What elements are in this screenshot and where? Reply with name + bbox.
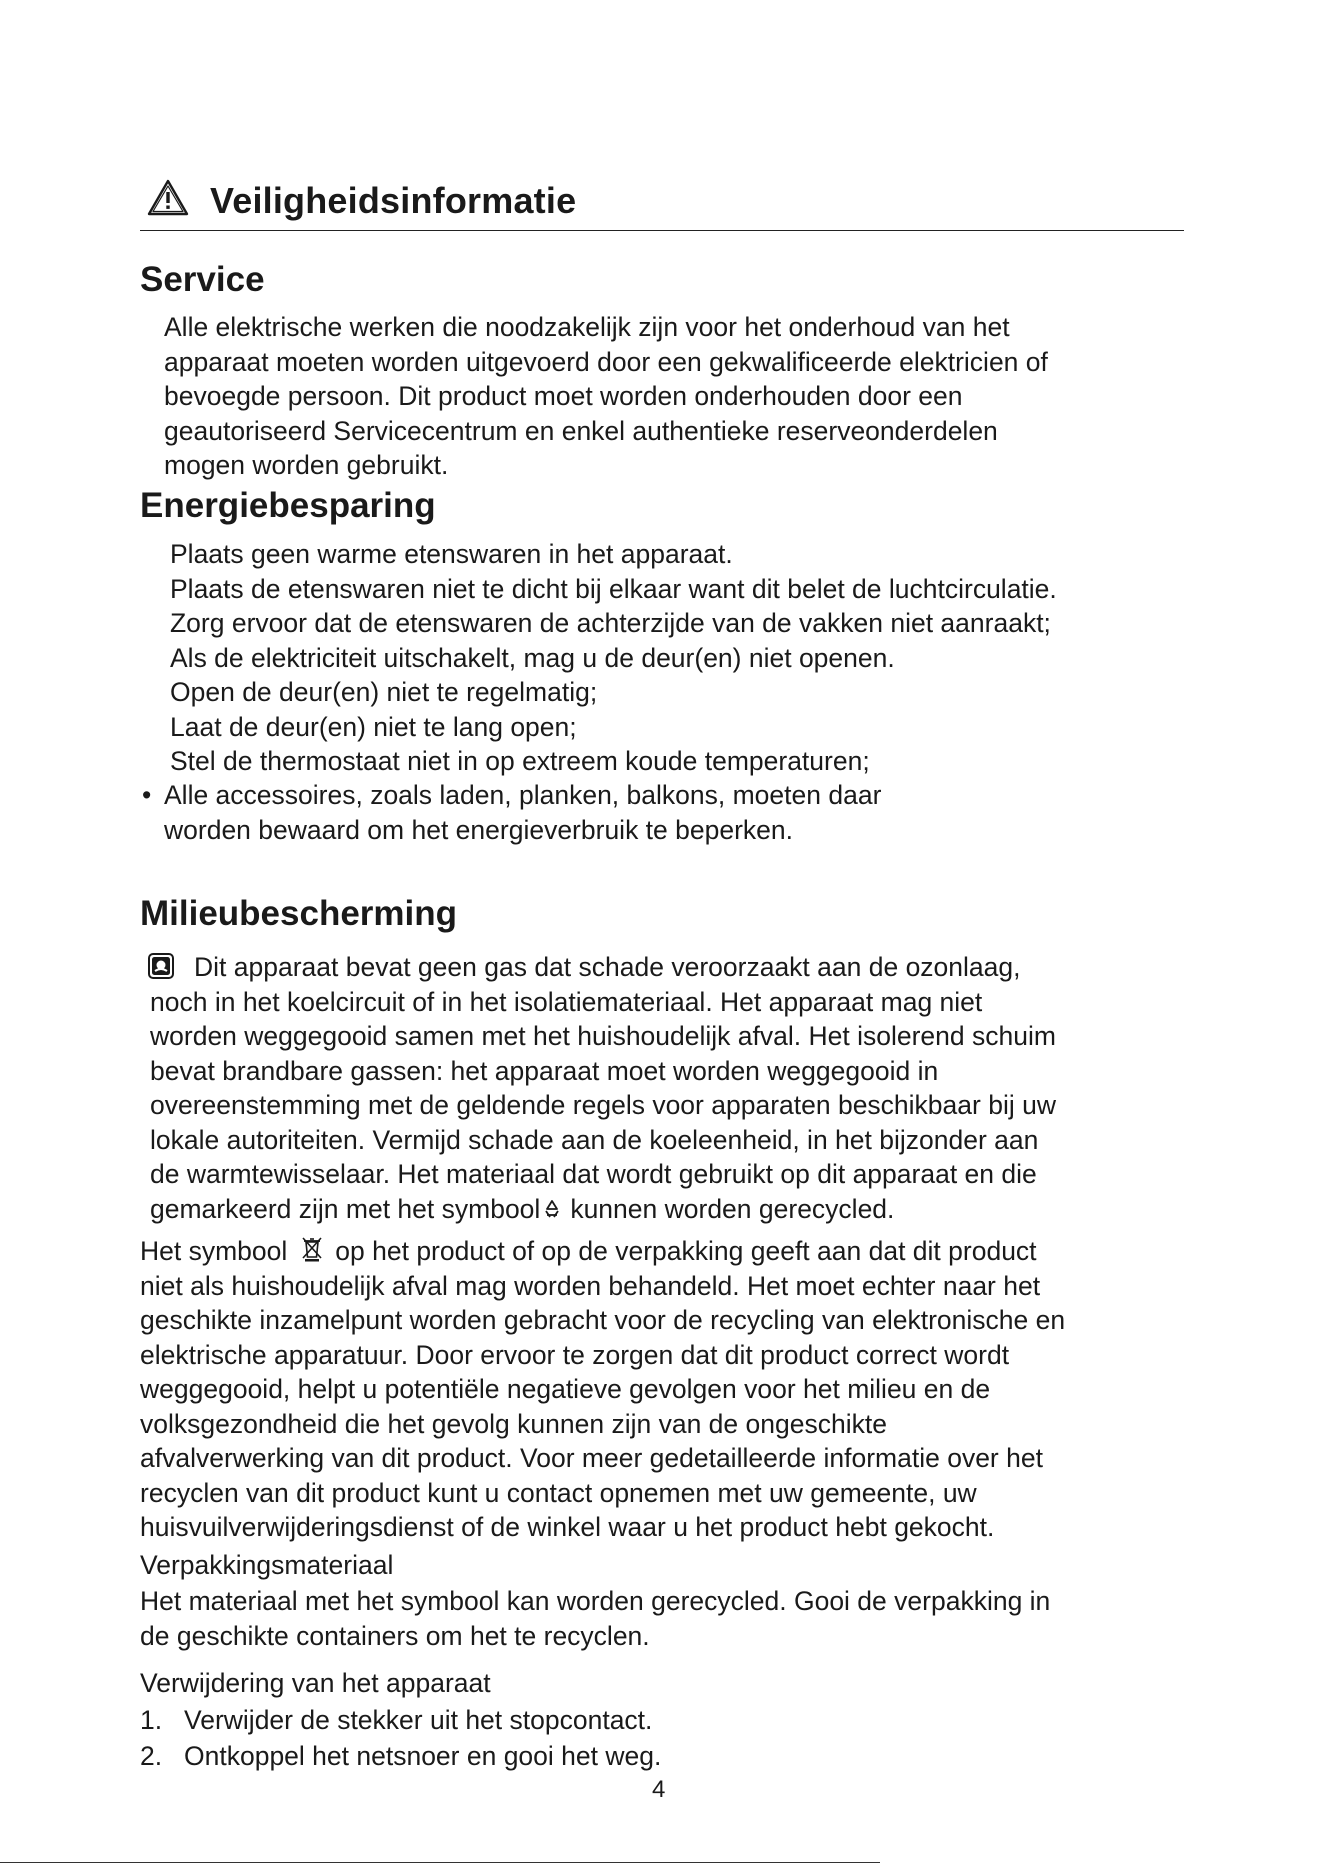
text-line: Het materiaal met het symbool kan worden gerecycled. Gooi de verpakking in bbox=[140, 1586, 1051, 1616]
text-line: Dit apparaat bevat geen gas dat schade veroorzaakt aan de ozonlaag, bbox=[150, 950, 1056, 985]
environment-paragraph-2 bbox=[140, 1234, 1065, 1545]
warning-triangle-icon bbox=[146, 178, 190, 218]
text-line: Het symbool op het product of op de verpakking geeft aan dat dit product bbox=[140, 1236, 1037, 1266]
text-line: apparaat moeten worden uitgevoerd door een gekwalificeerde elektricien of bbox=[164, 346, 1048, 377]
text-line: bevat brandbare gassen: het apparaat moet worden weggegooid in bbox=[150, 1055, 939, 1086]
bottom-divider bbox=[0, 1862, 880, 1863]
tip-line: Zorg ervoor dat de etenswaren de achterzijde van de vakken niet aanraakt; bbox=[170, 608, 1051, 638]
bullet-line: worden bewaard om het energieverbruik te beperken. bbox=[164, 814, 794, 845]
tip-line: Plaats geen warme etenswaren in het apparaat. bbox=[170, 539, 733, 569]
page-header bbox=[140, 178, 1184, 231]
ozone-friendly-icon bbox=[148, 953, 174, 979]
text-line: de warmtewisselaar. Het materiaal dat wordt gebruikt op dit apparaat en die bbox=[150, 1159, 1037, 1189]
bullet-line: • Alle accessoires, zoals laden, planken, balkons, moeten daar bbox=[164, 778, 881, 813]
packaging-paragraph bbox=[140, 1584, 1050, 1653]
packaging-subheading: Verpakkingsmateriaal bbox=[140, 1550, 394, 1580]
crossed-out-wheelie-bin-icon bbox=[301, 1236, 323, 1262]
environment-paragraph-1 bbox=[150, 950, 1056, 1226]
tip-line: Open de deur(en) niet te regelmatig; bbox=[170, 677, 598, 707]
text-line: elektrische apparatuur. Door ervoor te zorgen dat dit product correct wordt bbox=[140, 1339, 1010, 1370]
tip-line: Als de elektriciteit uitschakelt, mag u de deur(en) niet openen. bbox=[170, 642, 895, 673]
text-line: geschikte inzamelpunt worden gebracht voor de recycling van elektronische en bbox=[140, 1305, 1066, 1335]
text-line: gemarkeerd zijn met het symbool kunnen worden gerecycled. bbox=[150, 1193, 895, 1224]
text-line: Alle elektrische werken die noodzakelijk zijn voor het onderhoud van het bbox=[164, 312, 1010, 342]
removal-steps bbox=[140, 1702, 661, 1774]
tip-line: Plaats de etenswaren niet te dicht bij elkaar want dit belet de luchtcirculatie. bbox=[170, 573, 1057, 604]
service-heading: Service bbox=[140, 260, 265, 299]
text-line: niet als huishoudelijk afval mag worden behandeld. Het moet echter naar het bbox=[140, 1270, 1041, 1301]
text-line: afvalverwerking van dit product. Voor meer gedetailleerde informatie over het bbox=[140, 1443, 1043, 1473]
energy-tips bbox=[170, 537, 1057, 779]
page-number: 4 bbox=[652, 1776, 666, 1803]
text-line: weggegooid, helpt u potentiële negatieve gevolgen voor het milieu en de bbox=[140, 1374, 991, 1404]
text-line: noch in het koelcircuit of in het isolatiemateriaal. Het apparaat mag niet bbox=[150, 986, 983, 1017]
text-line: huisvuilverwijderingsdienst of de winkel waar u het product hebt gekocht. bbox=[140, 1512, 995, 1542]
service-paragraph bbox=[164, 310, 1048, 483]
list-item: 1. Verwijder de stekker uit het stopcontact. bbox=[140, 1705, 653, 1735]
text-line: geautoriseerd Servicecentrum en enkel authentieke reserveonderdelen bbox=[164, 415, 998, 446]
bullet-symbol: • bbox=[142, 780, 152, 810]
tip-line: Stel de thermostaat niet in op extreem koude temperaturen; bbox=[170, 746, 870, 776]
text-line: overeenstemming met de geldende regels voor apparaten beschikbaar bij uw bbox=[150, 1090, 1056, 1120]
recycle-icon bbox=[542, 1199, 562, 1219]
text-line: lokale autoriteiten. Vermijd schade aan de koeleenheid, in het bijzonder aan bbox=[150, 1124, 1039, 1155]
tip-line: Laat de deur(en) niet te lang open; bbox=[170, 711, 577, 742]
text-line: bevoegde persoon. Dit product moet worden onderhouden door een bbox=[164, 381, 963, 411]
text-line: recyclen van dit product kunt u contact opnemen met uw gemeente, uw bbox=[140, 1477, 977, 1508]
text-line: volksgezondheid die het gevolg kunnen zijn van de ongeschikte bbox=[140, 1408, 887, 1439]
text-line: worden weggegooid samen met het huishoudelijk afval. Het isolerend schuim bbox=[150, 1021, 1056, 1051]
text-line: mogen worden gebruikt. bbox=[164, 450, 449, 480]
energy-heading: Energiebesparing bbox=[140, 486, 436, 525]
list-item: 2. Ontkoppel het netsnoer en gooi het weg. bbox=[140, 1741, 662, 1771]
energy-bullet bbox=[142, 778, 882, 847]
text-line: de geschikte containers om het te recyclen. bbox=[140, 1620, 650, 1651]
page-title: Veiligheidsinformatie bbox=[210, 180, 577, 221]
environment-heading: Milieubescherming bbox=[140, 894, 458, 933]
removal-subheading: Verwijdering van het apparaat bbox=[140, 1668, 491, 1698]
